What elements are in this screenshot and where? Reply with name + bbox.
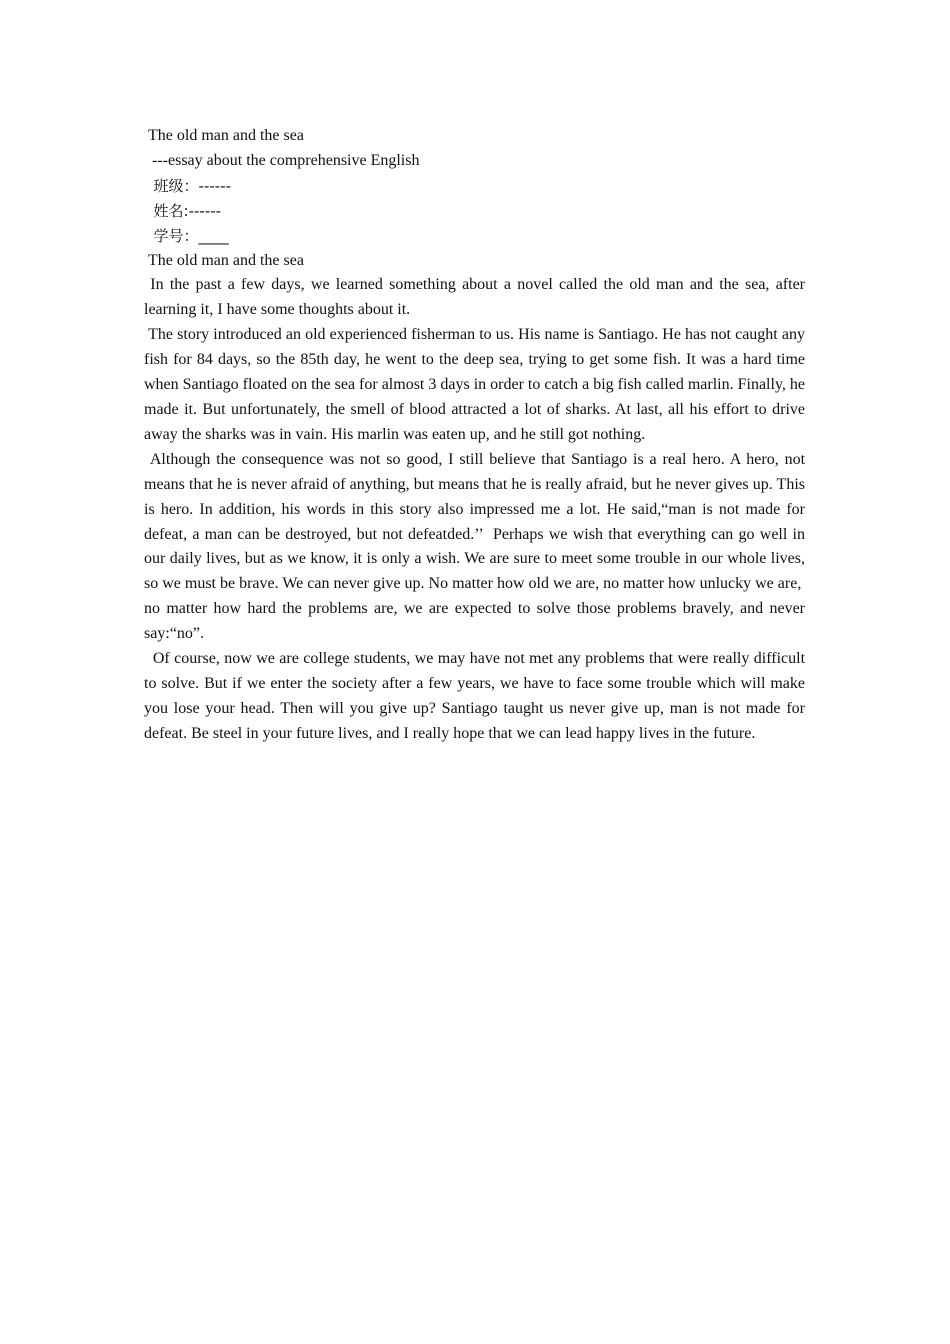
class-line: 班级：------ [144,176,232,195]
paragraph-never-say-no: no matter how hard the problems are, we are expected to solve those problems bravely, and never say:“no”. [144,600,809,643]
paragraph-conclusion: Of course, now we are college students, we may have not met any problems that were really difficult to solve. But if we enter the society after a few years, we have to face some trouble which will make you lose your head. Then will you give up? Santiago taught us never give up, man is not made for defeat. Be steel in your future lives, and I really hope that we can lead happy lives in the future. [144,650,810,742]
document-title: The old man and the sea [144,127,304,144]
essay-heading: The old man and the sea [144,251,304,269]
paragraph-intro: In the past a few days, we learned something about a novel called the old man and the sea, after learning it, I have some thoughts about it. [144,276,809,319]
student-id-line: 学号：____ [144,226,229,245]
name-line: 姓名:------ [144,201,222,220]
paragraph-hero: Although the consequence was not so good, I still believe that Santiago is a real hero. A hero, not means that he is never afraid of anything, but means that he is really afraid, but he never gives up. This is hero. In addition, his words in this story also impressed me a lot. He said,“man is not made for defeat, a man can be destroyed, but not defeatded.’’ Perhaps we wish that everything can go well in our daily lives, but as we know, it is only a wish. We are sure to meet some trouble in our whole lives, so we must be brave. We can never give up. No matter how old we are, no matter how unlucky we are, [144,450,810,593]
paragraph-story: The story introduced an old experienced fisherman to us. His name is Santiago. He has not caught any fish for 84 days, so the 85th day, he went to the deep sea, trying to get some fish. It was a hard time when Santiago floated on the sea for almost 3 days in order to catch a big fish called marlin. Finally, he made it. But unfortunately, the smell of blood attracted a lot of sharks. At last, all his effort to drive away the sharks was in vain. His marlin was eaten up, and he still got nothing. [144,326,809,443]
document-subtitle: ---essay about the comprehensive English [144,151,420,169]
document-page [144,124,810,747]
